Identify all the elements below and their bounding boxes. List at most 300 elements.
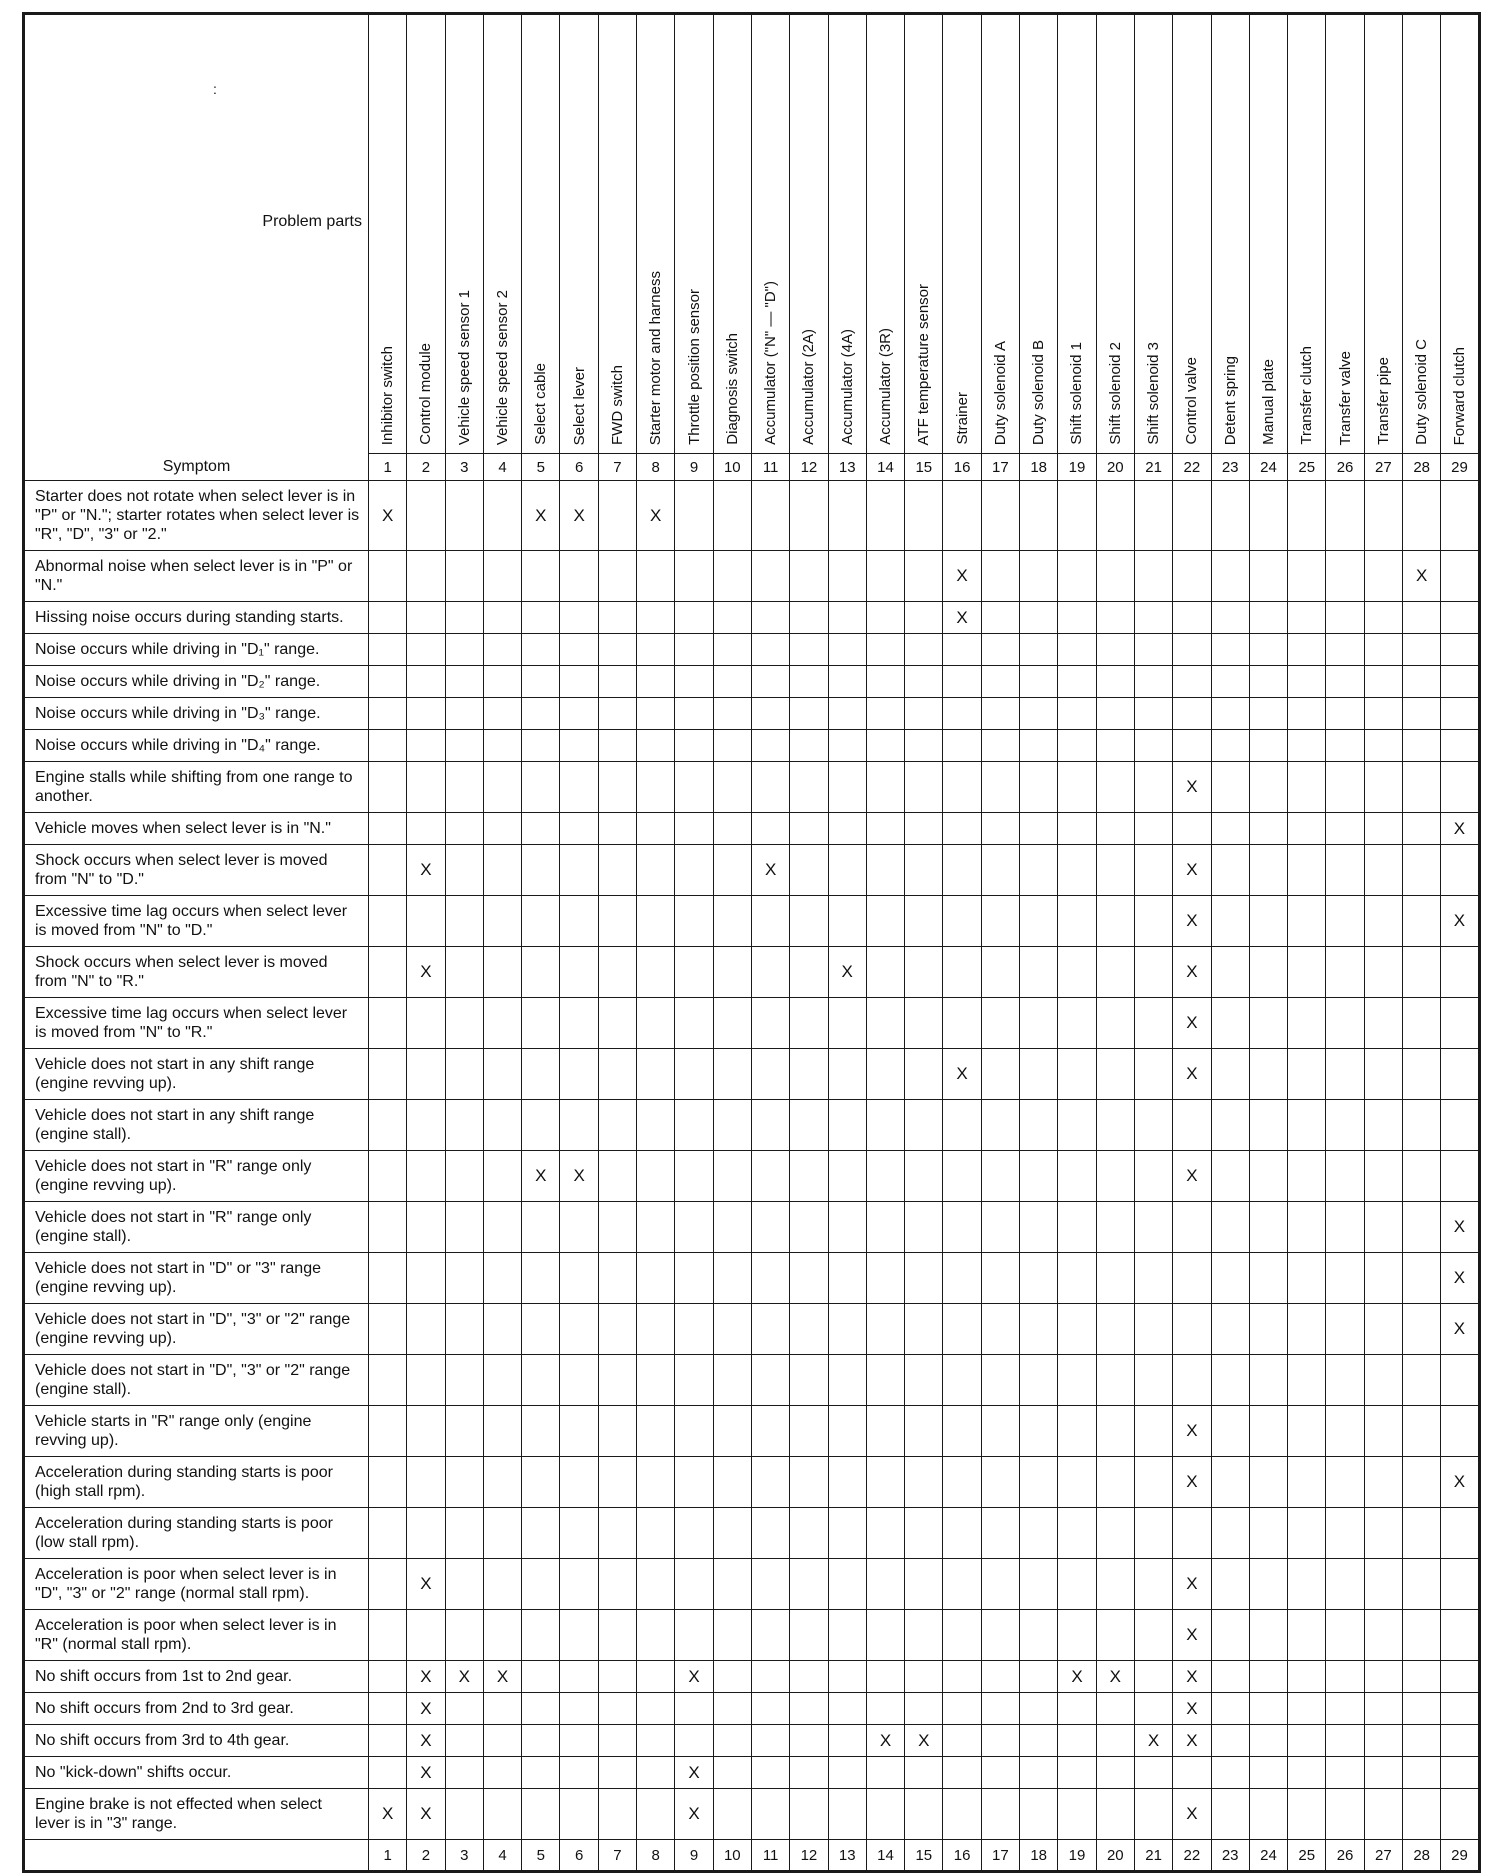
empty-cell	[1441, 1355, 1479, 1406]
empty-cell	[483, 998, 521, 1049]
empty-cell	[1288, 1610, 1326, 1661]
empty-cell	[407, 1406, 445, 1457]
empty-cell	[598, 896, 636, 947]
empty-cell	[1326, 1253, 1364, 1304]
empty-cell	[905, 1661, 943, 1693]
part-number: 6	[560, 454, 598, 481]
empty-cell	[751, 813, 789, 845]
empty-cell	[1403, 634, 1441, 666]
empty-cell	[1020, 1661, 1058, 1693]
empty-cell	[445, 1693, 483, 1725]
empty-cell	[637, 1355, 675, 1406]
empty-cell	[828, 1789, 866, 1840]
symptom-row	[24, 1202, 1480, 1253]
empty-cell	[1058, 1693, 1096, 1725]
empty-cell	[1403, 1355, 1441, 1406]
empty-cell	[981, 1457, 1019, 1508]
part-header-18	[1020, 14, 1058, 454]
empty-cell	[1134, 1304, 1172, 1355]
empty-cell	[1134, 698, 1172, 730]
empty-cell	[522, 1610, 560, 1661]
header-corner-cell	[24, 14, 369, 481]
empty-cell	[1211, 698, 1249, 730]
empty-cell	[407, 1355, 445, 1406]
empty-cell	[1326, 1457, 1364, 1508]
empty-cell	[483, 896, 521, 947]
empty-cell	[675, 1202, 713, 1253]
mark-x: X	[1173, 1457, 1211, 1508]
empty-cell	[1096, 698, 1134, 730]
empty-cell	[1326, 698, 1364, 730]
symptom-row	[24, 813, 1480, 845]
symptom-row	[24, 666, 1480, 698]
symptom-text: Acceleration is poor when select lever is in "D", "3" or "2" range (normal stall rpm).	[24, 1559, 369, 1610]
empty-cell	[713, 998, 751, 1049]
empty-cell	[1364, 1202, 1402, 1253]
empty-cell	[1288, 1151, 1326, 1202]
empty-cell	[637, 1202, 675, 1253]
footer-part-number: 5	[522, 1840, 560, 1872]
footer-blank-cell	[24, 1840, 369, 1872]
empty-cell	[369, 998, 407, 1049]
empty-cell	[1288, 947, 1326, 998]
empty-cell	[790, 845, 828, 896]
empty-cell	[1288, 1508, 1326, 1559]
empty-cell	[713, 1457, 751, 1508]
empty-cell	[943, 1253, 981, 1304]
empty-cell	[1058, 1355, 1096, 1406]
empty-cell	[1364, 602, 1402, 634]
empty-cell	[1211, 666, 1249, 698]
empty-cell	[905, 1253, 943, 1304]
empty-cell	[1134, 947, 1172, 998]
empty-cell	[560, 634, 598, 666]
empty-cell	[1403, 1304, 1441, 1355]
mark-x: X	[1441, 1457, 1479, 1508]
empty-cell	[828, 1725, 866, 1757]
empty-cell	[407, 602, 445, 634]
empty-cell	[713, 1406, 751, 1457]
empty-cell	[713, 1693, 751, 1725]
empty-cell	[943, 1457, 981, 1508]
empty-cell	[866, 1610, 904, 1661]
part-number: 9	[675, 454, 713, 481]
empty-cell	[943, 1789, 981, 1840]
part-header-26	[1326, 14, 1364, 454]
empty-cell	[637, 1151, 675, 1202]
symptom-text: Starter does not rotate when select lever is in "P" or "N."; starter rotates when select lever is "R", "D", "3" or "2."	[24, 481, 369, 551]
empty-cell	[790, 1610, 828, 1661]
part-name: Shift solenoid 2	[1106, 342, 1124, 445]
empty-cell	[675, 1100, 713, 1151]
empty-cell	[369, 1559, 407, 1610]
empty-cell	[1249, 845, 1287, 896]
symptom-text: Engine stalls while shifting from one range to another.	[24, 762, 369, 813]
part-name: Manual plate	[1259, 359, 1277, 445]
empty-cell	[483, 634, 521, 666]
part-header-17	[981, 14, 1019, 454]
mark-x: X	[1441, 896, 1479, 947]
part-number: 15	[905, 454, 943, 481]
empty-cell	[1173, 666, 1211, 698]
empty-cell	[828, 896, 866, 947]
part-name: Duty solenoid A	[991, 340, 1009, 445]
empty-cell	[1403, 1789, 1441, 1840]
part-name: Accumulator (3R)	[877, 328, 894, 445]
empty-cell	[637, 1757, 675, 1789]
empty-cell	[866, 1693, 904, 1725]
empty-cell	[407, 896, 445, 947]
troubleshooting-sheet	[22, 12, 1478, 1864]
empty-cell	[1211, 1457, 1249, 1508]
empty-cell	[1326, 813, 1364, 845]
empty-cell	[445, 730, 483, 762]
empty-cell	[522, 845, 560, 896]
empty-cell	[905, 666, 943, 698]
empty-cell	[981, 1757, 1019, 1789]
empty-cell	[713, 1725, 751, 1757]
part-name: Accumulator ("N" — "D")	[762, 281, 780, 445]
part-header-7	[598, 14, 636, 454]
part-number: 18	[1020, 454, 1058, 481]
empty-cell	[981, 998, 1019, 1049]
empty-cell	[1249, 1100, 1287, 1151]
empty-cell	[369, 1100, 407, 1151]
empty-cell	[790, 1789, 828, 1840]
empty-cell	[790, 1693, 828, 1725]
empty-cell	[483, 1559, 521, 1610]
empty-cell	[1020, 481, 1058, 551]
empty-cell	[1096, 634, 1134, 666]
empty-cell	[751, 1693, 789, 1725]
symptom-row	[24, 1406, 1480, 1457]
empty-cell	[598, 1610, 636, 1661]
empty-cell	[1403, 998, 1441, 1049]
empty-cell	[981, 551, 1019, 602]
empty-cell	[598, 1355, 636, 1406]
empty-cell	[637, 1304, 675, 1355]
empty-cell	[1020, 1508, 1058, 1559]
empty-cell	[598, 1100, 636, 1151]
empty-cell	[598, 1304, 636, 1355]
empty-cell	[751, 1406, 789, 1457]
empty-cell	[598, 1693, 636, 1725]
symptom-text: Vehicle does not start in "D", "3" or "2" range (engine stall).	[24, 1355, 369, 1406]
empty-cell	[445, 1253, 483, 1304]
mark-x: X	[1403, 551, 1441, 602]
part-number: 7	[598, 454, 636, 481]
part-header-10	[713, 14, 751, 454]
mark-x: X	[1173, 1049, 1211, 1100]
empty-cell	[369, 1508, 407, 1559]
empty-cell	[1249, 1202, 1287, 1253]
empty-cell	[905, 845, 943, 896]
mark-x: X	[1173, 896, 1211, 947]
empty-cell	[637, 1559, 675, 1610]
empty-cell	[713, 1508, 751, 1559]
empty-cell	[943, 1202, 981, 1253]
part-name: Starter motor and harness	[647, 270, 665, 445]
empty-cell	[598, 634, 636, 666]
empty-cell	[1134, 1693, 1172, 1725]
empty-cell	[560, 1253, 598, 1304]
part-number: 28	[1403, 454, 1441, 481]
empty-cell	[637, 947, 675, 998]
empty-cell	[445, 634, 483, 666]
empty-cell	[1288, 1049, 1326, 1100]
empty-cell	[369, 1355, 407, 1406]
part-number: 19	[1058, 454, 1096, 481]
empty-cell	[905, 602, 943, 634]
empty-cell	[1058, 1100, 1096, 1151]
mark-x: X	[637, 481, 675, 551]
empty-cell	[751, 1100, 789, 1151]
part-header-5	[522, 14, 560, 454]
empty-cell	[1020, 1253, 1058, 1304]
empty-cell	[675, 730, 713, 762]
empty-cell	[943, 1304, 981, 1355]
footer-part-number: 22	[1173, 1840, 1211, 1872]
empty-cell	[560, 947, 598, 998]
empty-cell	[1020, 1725, 1058, 1757]
empty-cell	[445, 1610, 483, 1661]
empty-cell	[828, 762, 866, 813]
empty-cell	[1173, 1757, 1211, 1789]
empty-cell	[905, 1304, 943, 1355]
part-number: 4	[483, 454, 521, 481]
part-header-29	[1441, 14, 1479, 454]
part-name: Duty solenoid B	[1030, 339, 1048, 445]
empty-cell	[483, 845, 521, 896]
empty-cell	[560, 1202, 598, 1253]
empty-cell	[637, 1661, 675, 1693]
empty-cell	[1288, 1100, 1326, 1151]
symptom-text: Abnormal noise when select lever is in "P" or "N."	[24, 551, 369, 602]
empty-cell	[1441, 998, 1479, 1049]
symptom-text: No "kick-down" shifts occur.	[24, 1757, 369, 1789]
empty-cell	[369, 666, 407, 698]
empty-cell	[1134, 634, 1172, 666]
part-header-20	[1096, 14, 1134, 454]
part-name: Forward clutch	[1450, 346, 1468, 445]
mark-x: X	[407, 845, 445, 896]
empty-cell	[981, 1151, 1019, 1202]
symptom-text: Acceleration during standing starts is poor (high stall rpm).	[24, 1457, 369, 1508]
empty-cell	[1211, 602, 1249, 634]
empty-cell	[1364, 1693, 1402, 1725]
empty-cell	[828, 1355, 866, 1406]
empty-cell	[1326, 1661, 1364, 1693]
empty-cell	[407, 1508, 445, 1559]
empty-cell	[675, 947, 713, 998]
empty-cell	[1441, 1757, 1479, 1789]
empty-cell	[1249, 1049, 1287, 1100]
empty-cell	[1288, 634, 1326, 666]
empty-cell	[751, 1661, 789, 1693]
empty-cell	[560, 730, 598, 762]
empty-cell	[1364, 1610, 1402, 1661]
empty-cell	[1134, 1457, 1172, 1508]
part-header-25	[1288, 14, 1326, 454]
empty-cell	[981, 762, 1019, 813]
empty-cell	[943, 1610, 981, 1661]
empty-cell	[522, 1457, 560, 1508]
empty-cell	[1288, 762, 1326, 813]
part-number: 2	[407, 454, 445, 481]
mark-x: X	[407, 1757, 445, 1789]
empty-cell	[637, 762, 675, 813]
empty-cell	[1249, 1406, 1287, 1457]
part-header-8	[637, 14, 675, 454]
empty-cell	[1020, 551, 1058, 602]
empty-cell	[1364, 762, 1402, 813]
empty-cell	[1364, 1304, 1402, 1355]
empty-cell	[981, 896, 1019, 947]
empty-cell	[560, 1789, 598, 1840]
empty-cell	[1441, 1610, 1479, 1661]
empty-cell	[483, 1757, 521, 1789]
part-number: 17	[981, 454, 1019, 481]
empty-cell	[445, 845, 483, 896]
empty-cell	[522, 1202, 560, 1253]
empty-cell	[1173, 602, 1211, 634]
empty-cell	[560, 1100, 598, 1151]
part-header-21	[1134, 14, 1172, 454]
empty-cell	[1364, 1757, 1402, 1789]
empty-cell	[1403, 845, 1441, 896]
part-header-28	[1403, 14, 1441, 454]
part-name: Transfer valve	[1336, 350, 1354, 445]
empty-cell	[943, 762, 981, 813]
empty-cell	[1441, 698, 1479, 730]
symptom-row	[24, 481, 1480, 551]
empty-cell	[483, 602, 521, 634]
empty-cell	[445, 481, 483, 551]
empty-cell	[828, 1457, 866, 1508]
empty-cell	[1249, 1610, 1287, 1661]
symptom-text: Noise occurs while driving in "D₂" range.	[24, 666, 369, 698]
mark-x: X	[407, 947, 445, 998]
empty-cell	[483, 1508, 521, 1559]
empty-cell	[1020, 634, 1058, 666]
empty-cell	[1403, 1253, 1441, 1304]
empty-cell	[1020, 845, 1058, 896]
empty-cell	[483, 698, 521, 730]
mark-x: X	[1173, 1661, 1211, 1693]
empty-cell	[866, 730, 904, 762]
empty-cell	[981, 1355, 1019, 1406]
empty-cell	[445, 551, 483, 602]
empty-cell	[981, 1100, 1019, 1151]
empty-cell	[1134, 602, 1172, 634]
mark-x: X	[407, 1789, 445, 1840]
empty-cell	[828, 730, 866, 762]
empty-cell	[560, 1049, 598, 1100]
empty-cell	[483, 481, 521, 551]
empty-cell	[1441, 602, 1479, 634]
empty-cell	[866, 1151, 904, 1202]
empty-cell	[751, 1559, 789, 1610]
symptom-row	[24, 551, 1480, 602]
empty-cell	[790, 551, 828, 602]
empty-cell	[1134, 1049, 1172, 1100]
empty-cell	[1364, 1049, 1402, 1100]
empty-cell	[713, 481, 751, 551]
empty-cell	[637, 1693, 675, 1725]
part-name-row	[24, 14, 1480, 454]
empty-cell	[560, 551, 598, 602]
empty-cell	[1326, 1757, 1364, 1789]
empty-cell	[445, 1100, 483, 1151]
empty-cell	[522, 1406, 560, 1457]
empty-cell	[751, 1457, 789, 1508]
empty-cell	[751, 1610, 789, 1661]
empty-cell	[1020, 1406, 1058, 1457]
empty-cell	[522, 1661, 560, 1693]
empty-cell	[407, 730, 445, 762]
empty-cell	[369, 1757, 407, 1789]
empty-cell	[407, 998, 445, 1049]
empty-cell	[1364, 845, 1402, 896]
empty-cell	[905, 813, 943, 845]
empty-cell	[637, 896, 675, 947]
part-name: Control valve	[1183, 357, 1201, 445]
empty-cell	[1288, 666, 1326, 698]
empty-cell	[943, 1693, 981, 1725]
empty-cell	[1134, 1789, 1172, 1840]
part-header-13	[828, 14, 866, 454]
empty-cell	[790, 634, 828, 666]
empty-cell	[981, 813, 1019, 845]
empty-cell	[1096, 1253, 1134, 1304]
empty-cell	[1403, 1100, 1441, 1151]
empty-cell	[713, 1610, 751, 1661]
empty-cell	[445, 698, 483, 730]
empty-cell	[866, 947, 904, 998]
empty-cell	[369, 730, 407, 762]
empty-cell	[790, 998, 828, 1049]
empty-cell	[675, 698, 713, 730]
footer-part-number: 1	[369, 1840, 407, 1872]
empty-cell	[483, 1151, 521, 1202]
symptom-text: Vehicle starts in "R" range only (engine revving up).	[24, 1406, 369, 1457]
empty-cell	[1211, 1355, 1249, 1406]
empty-cell	[1096, 730, 1134, 762]
empty-cell	[1096, 1202, 1134, 1253]
empty-cell	[407, 634, 445, 666]
empty-cell	[560, 896, 598, 947]
empty-cell	[905, 1100, 943, 1151]
empty-cell	[445, 1304, 483, 1355]
empty-cell	[598, 1406, 636, 1457]
empty-cell	[943, 1508, 981, 1559]
empty-cell	[407, 666, 445, 698]
empty-cell	[560, 698, 598, 730]
empty-cell	[560, 1725, 598, 1757]
empty-cell	[1134, 1757, 1172, 1789]
empty-cell	[943, 1151, 981, 1202]
empty-cell	[637, 1789, 675, 1840]
empty-cell	[981, 1610, 1019, 1661]
empty-cell	[1403, 813, 1441, 845]
empty-cell	[866, 1355, 904, 1406]
empty-cell	[1020, 896, 1058, 947]
empty-cell	[1134, 666, 1172, 698]
empty-cell	[598, 730, 636, 762]
part-name: ATF temperature sensor	[915, 283, 933, 445]
empty-cell	[560, 1559, 598, 1610]
empty-cell	[790, 481, 828, 551]
